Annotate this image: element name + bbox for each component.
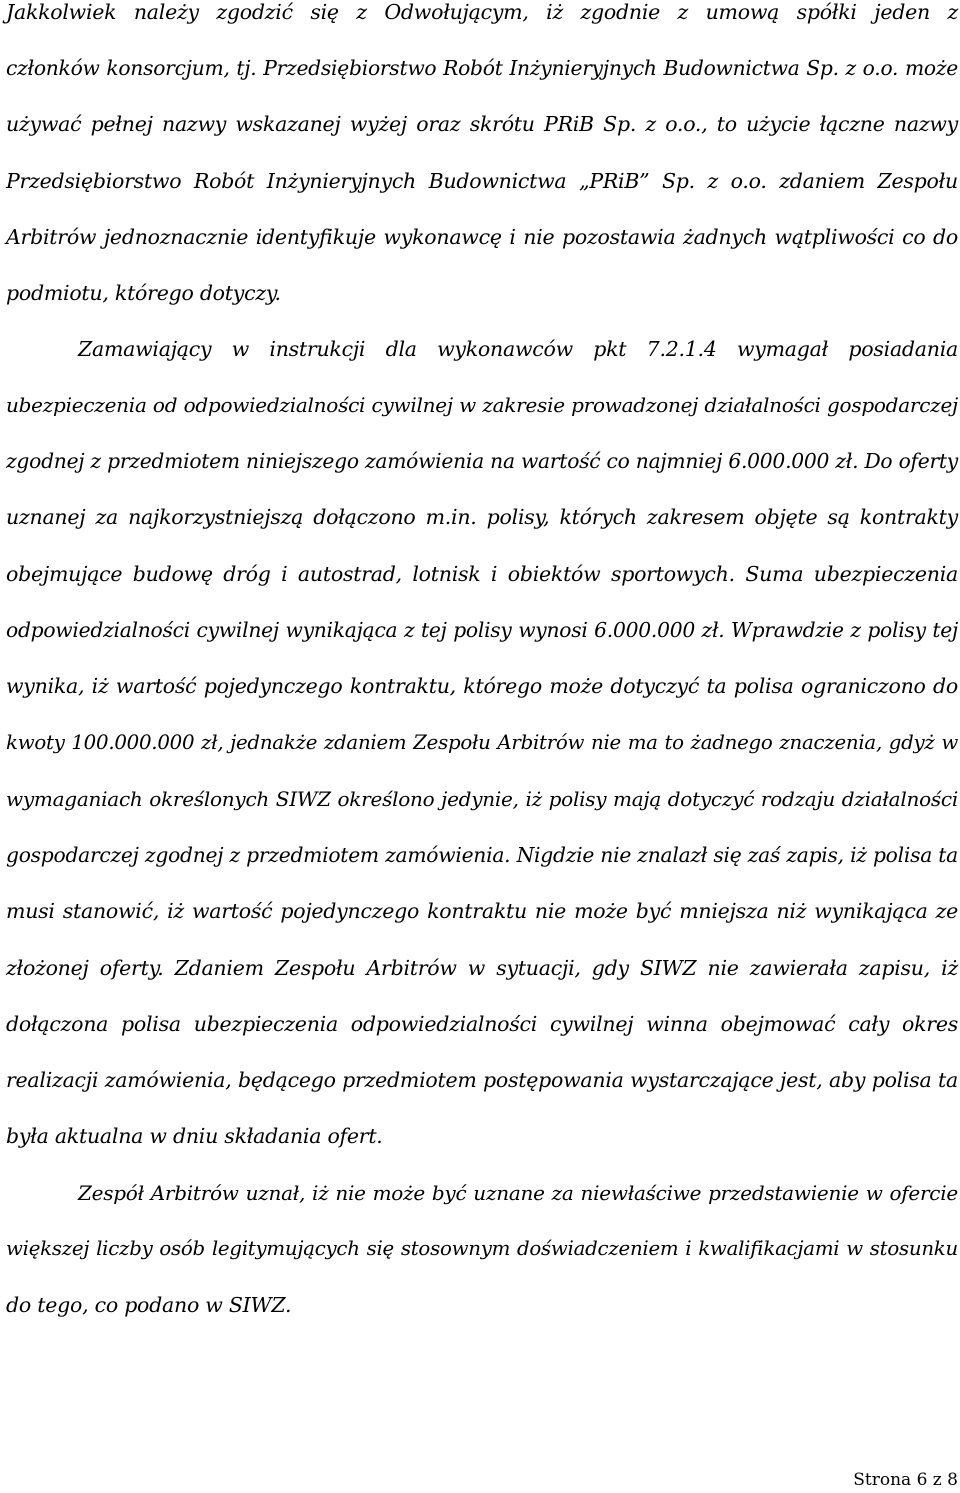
text-line: złożonej oferty. Zdaniem Zespołu Arbitrów w sytuacji, gdy SIWZ nie zawierała zapisu, iż <box>6 956 958 980</box>
text-line: wynika, iż wartość pojedynczego kontraktu, którego może dotyczyć ta polisa ograniczono do <box>6 674 958 698</box>
text-line: uznanej za najkorzystniejszą dołączono m.in. polisy, których zakresem objęte są kontrakty <box>6 505 958 529</box>
page-number: Strona 6 z 8 <box>853 1470 958 1490</box>
text-line: wymaganiach określonych SIWZ określono jedynie, iż polisy mają dotyczyć rodzaju działalności <box>6 787 958 811</box>
text-line: dołączona polisa ubezpieczenia odpowiedzialności cywilnej winna obejmować cały okres <box>6 1012 958 1036</box>
text-line: Arbitrów jednoznacznie identyfikuje wykonawcę i nie pozostawia żadnych wątpliwości co do <box>6 225 958 249</box>
text-line: do tego, co podano w SIWZ. <box>6 1293 292 1317</box>
text-line: obejmujące budowę dróg i autostrad, lotnisk i obiektów sportowych. Suma ubezpieczenia <box>6 562 958 586</box>
text-line: zgodnej z przedmiotem niniejszego zamówienia na wartość co najmniej 6.000.000 zł. Do oferty <box>6 449 958 473</box>
text-line: podmiotu, którego dotyczy. <box>6 281 281 305</box>
text-line: Przedsiębiorstwo Robót Inżynieryjnych Budownictwa „PRiB” Sp. z o.o. zdaniem Zespołu <box>6 169 958 193</box>
text-line: kwoty 100.000.000 zł, jednakże zdaniem Zespołu Arbitrów nie ma to żadnego znaczenia, gdyż w <box>6 731 958 754</box>
text-line: Zamawiający w instrukcji dla wykonawców pkt 7.2.1.4 wymagał posiadania <box>78 337 958 361</box>
text-line: większej liczby osób legitymujących się stosownym doświadczeniem i kwalifikacjami w stosunku <box>6 1237 958 1260</box>
text-line: musi stanowić, iż wartość pojedynczego kontraktu nie może być mniejsza niż wynikająca ze <box>6 899 958 923</box>
text-line: gospodarczej zgodnej z przedmiotem zamówienia. Nigdzie nie znalazł się zaś zapis, iż polisa ta <box>6 843 958 867</box>
text-line: ubezpieczenia od odpowiedzialności cywilnej w zakresie prowadzonej działalności gospodarczej <box>6 393 958 417</box>
text-line: realizacji zamówienia, będącego przedmiotem postępowania wystarczające jest, aby polisa ta <box>6 1068 958 1092</box>
text-line: członków konsorcjum, tj. Przedsiębiorstwo Robót Inżynieryjnych Budownictwa Sp. z o.o. może <box>6 56 958 80</box>
text-line: była aktualna w dniu składania ofert. <box>6 1124 383 1148</box>
text-line: Zespół Arbitrów uznał, iż nie może być uznane za niewłaściwe przedstawienie w ofercie <box>78 1181 958 1205</box>
text-line: odpowiedzialności cywilnej wynikająca z tej polisy wynosi 6.000.000 zł. Wprawdzie z polisy tej <box>6 618 958 642</box>
text-line: Jakkolwiek należy zgodzić się z Odwołującym, iż zgodnie z umową spółki jeden z <box>6 0 958 24</box>
text-line: używać pełnej nazwy wskazanej wyżej oraz skrótu PRiB Sp. z o.o., to użycie łączne nazwy <box>6 112 958 136</box>
